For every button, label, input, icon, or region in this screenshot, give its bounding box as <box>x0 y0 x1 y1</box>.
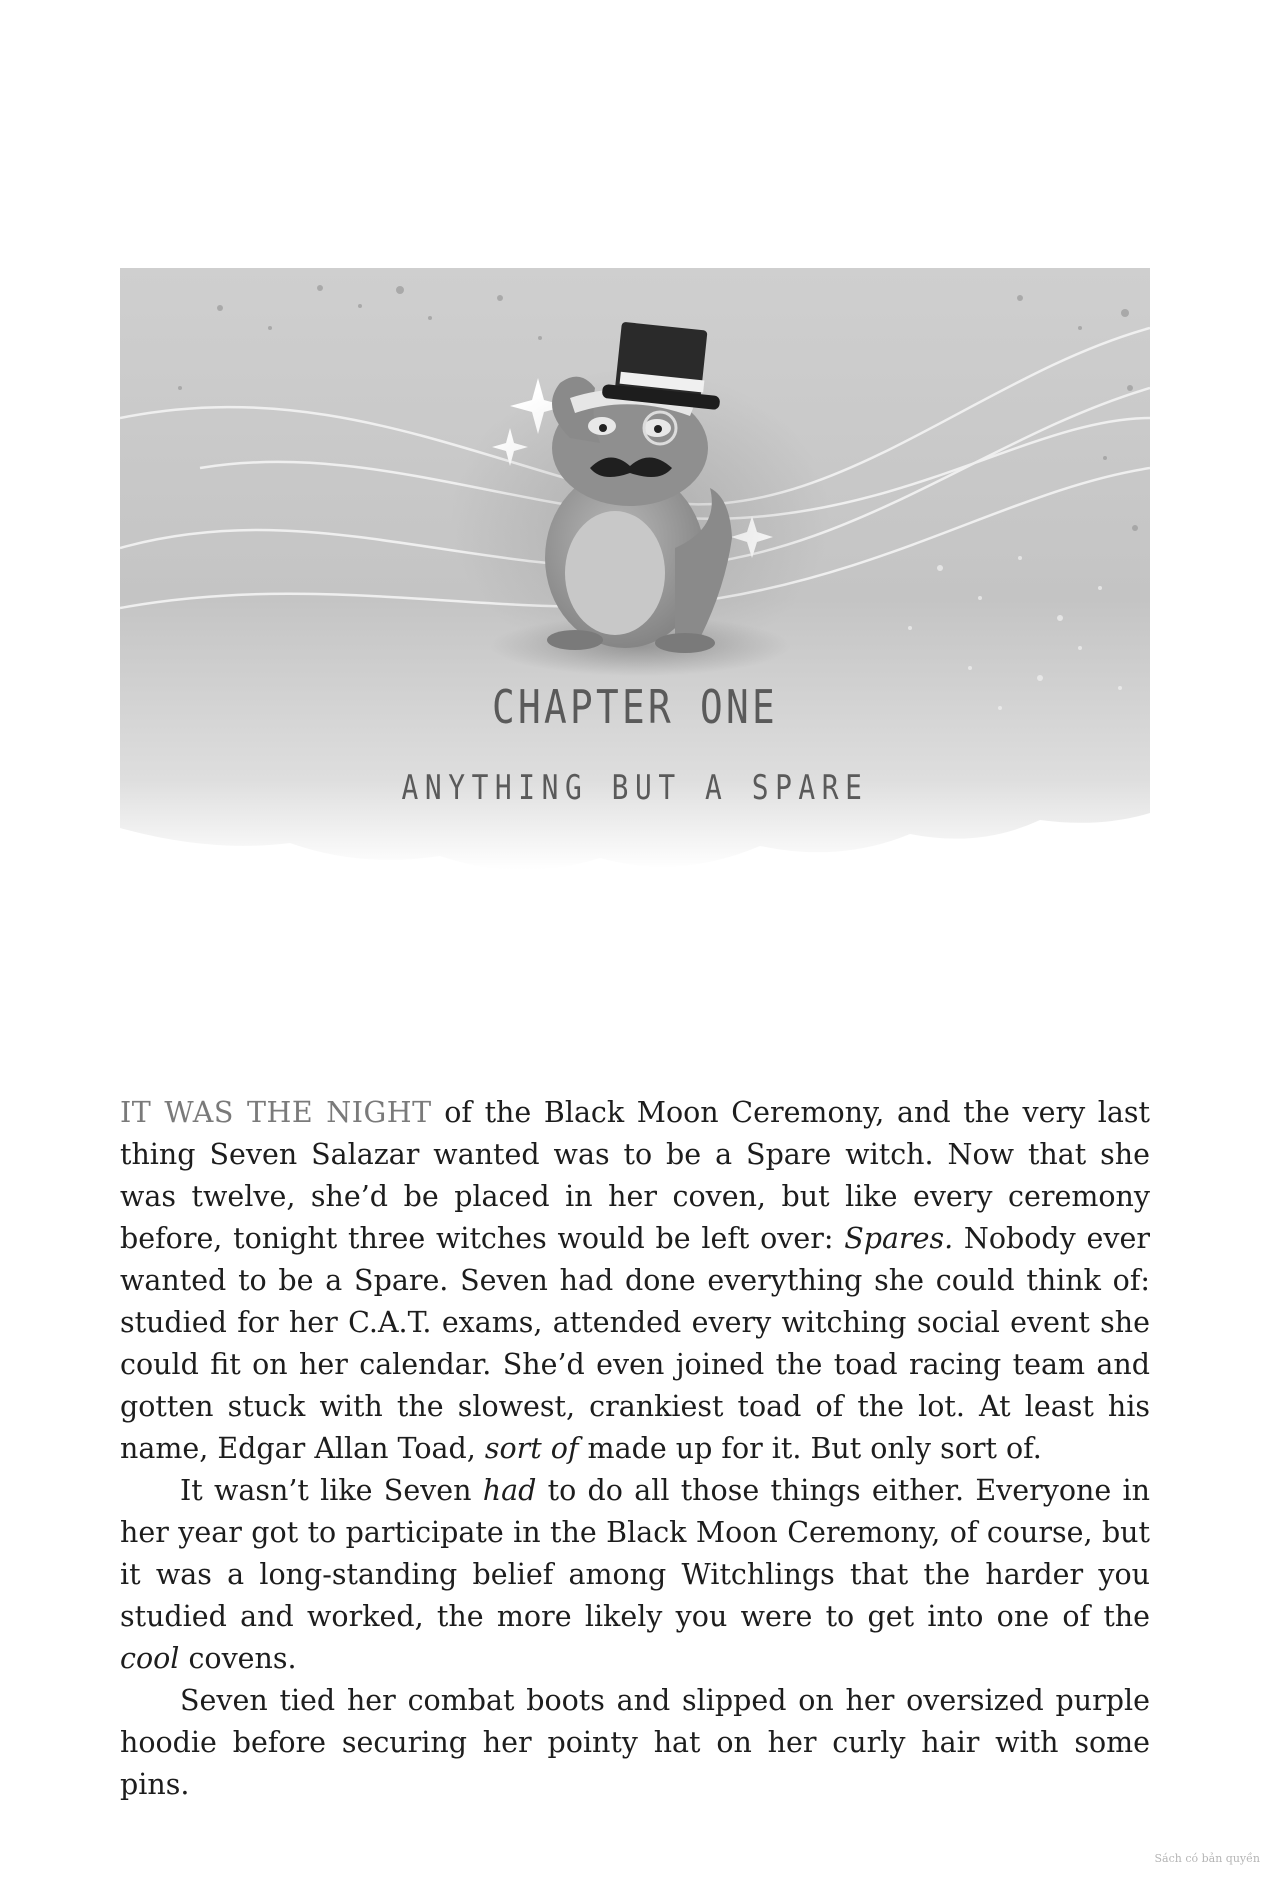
text-span: made up for it. But only sort of. <box>578 1432 1042 1465</box>
text-span: It wasn’t like Seven <box>180 1474 483 1507</box>
text-span: of the Black Moon Ceremony, and the very last thing Seven Salazar wanted was to be a Spare witch. Now that she was twelve, she’d be placed in her coven, but like every ceremony before, tonight three witches would be left over: <box>120 1096 1150 1255</box>
paragraph-3: Seven tied her combat boots and slipped on her oversized purple hoodie before securing her pointy hat on her curly hair with some pins. <box>120 1684 1150 1801</box>
emphasis: Spares. <box>844 1222 954 1255</box>
emphasis: sort of <box>484 1432 579 1465</box>
chapter-illustration <box>120 268 1150 908</box>
emphasis: cool <box>120 1642 180 1675</box>
paragraph-2 <box>120 1470 1150 1680</box>
emphasis: had <box>482 1474 537 1507</box>
paragraph-1 <box>120 1092 1150 1470</box>
copyright-watermark: Sách có bản quyền <box>1154 1852 1260 1865</box>
chapter-number: CHAPTER ONE <box>492 680 778 734</box>
text-span: covens. <box>179 1642 297 1675</box>
body-text <box>120 1092 1150 1806</box>
chapter-title: ANYTHING BUT A SPARE <box>401 768 869 808</box>
text-span: Nobody ever wanted to be a Spare. Seven had done everything she could think of: studied for her C.A.T. exams, attended every witching social event she could fit on her calendar. She’d even joined the toad racing team and gotten stuck with the slowest, crankiest toad of the lot. At least his name, Edgar Allan Toad, <box>120 1222 1150 1465</box>
text-span: to do all those things either. Everyone in her year got to participate in the Black Moon Ceremony, of course, but it was a long-standing belief among Witchlings that the harder you studied and worked, the more likely you were to get into one of the <box>120 1474 1150 1633</box>
lead-in: IT WAS THE NIGHT <box>120 1096 432 1129</box>
